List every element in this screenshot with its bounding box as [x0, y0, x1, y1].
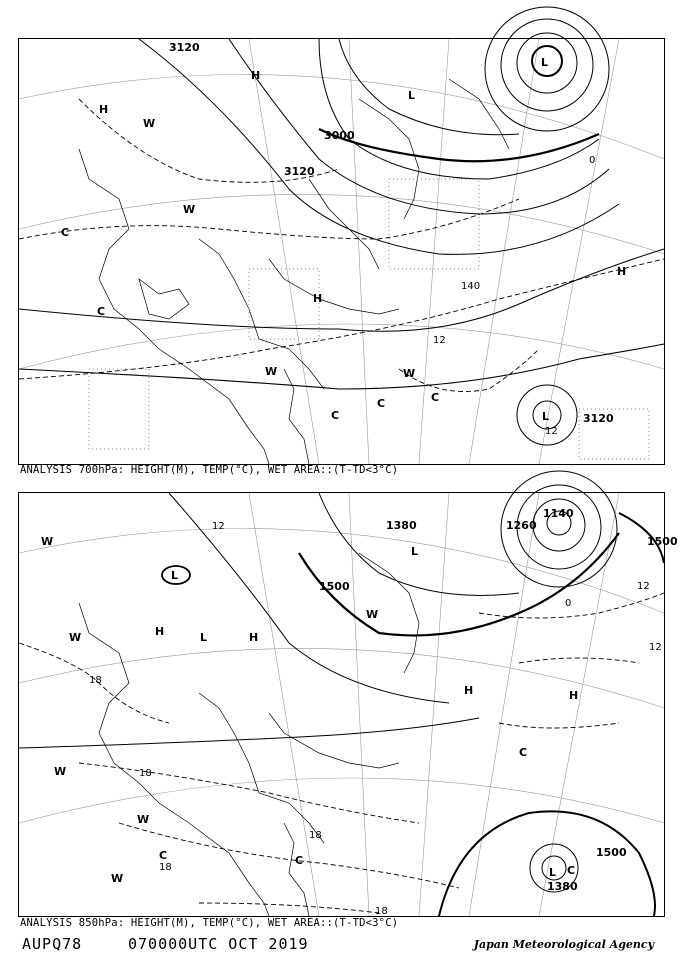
low-center-label: L — [408, 89, 416, 102]
height-label-1380: 1380 — [547, 880, 578, 893]
temp-label-18: 18 — [89, 675, 102, 686]
temp-label-12: 12 — [433, 335, 446, 346]
height-label-3000: 3000 — [324, 129, 355, 142]
warm-center-label: W — [69, 631, 82, 644]
graticule — [19, 493, 664, 916]
height-label: 3120 — [169, 41, 200, 54]
height-contours — [19, 493, 519, 748]
cold-center-label: C — [61, 226, 70, 239]
warm-center-label: W — [137, 813, 150, 826]
low-center-label: L — [411, 545, 419, 558]
cold-center-label: C — [519, 746, 528, 759]
map-700hpa — [18, 38, 665, 465]
cold-center-label: C — [567, 864, 576, 877]
height-label-1140: 1140 — [543, 507, 574, 520]
low-center-label: L — [541, 56, 549, 69]
temp-label-0: 0 — [589, 155, 596, 166]
map-850hpa-canvas — [19, 493, 678, 917]
temp-label-12: 12 — [637, 581, 650, 592]
caption-850hpa: ANALYSIS 850hPa: HEIGHT(M), TEMP(°C), WET AREA::(T-TD<3°C) — [20, 917, 399, 929]
warm-center-label: W — [41, 535, 54, 548]
high-center-label: H — [464, 684, 474, 697]
cold-center-label: C — [431, 391, 440, 404]
warm-center-label: W — [403, 367, 416, 380]
agency-name: Japan Meteorological Agency — [473, 938, 654, 951]
height-label-1500: 1500 — [319, 580, 350, 593]
temp-label-12: 12 — [212, 521, 225, 532]
cold-center-label: C — [159, 849, 168, 862]
cold-center-label: C — [97, 305, 106, 318]
temp-label-18: 18 — [375, 906, 388, 917]
height-label-1500: 1500 — [647, 535, 678, 548]
warm-center-label: W — [111, 872, 124, 885]
high-center-label: H — [249, 631, 259, 644]
height-label-1500: 1500 — [596, 846, 627, 859]
height-label: 3120 — [583, 412, 614, 425]
warm-center-label: W — [183, 203, 196, 216]
low-center-label: L — [171, 569, 179, 582]
high-center-label: H — [155, 625, 165, 638]
product-code: AUPQ78 — [22, 935, 83, 953]
caption-700hpa: ANALYSIS 700hPa: HEIGHT(M), TEMP(°C), WET AREA::(T-TD<3°C) — [20, 464, 399, 476]
temp-contour-12 — [19, 344, 664, 389]
high-center-label: H — [617, 265, 627, 278]
temp-label-18: 18 — [139, 768, 152, 779]
high-center-label: H — [569, 689, 579, 702]
height-contour-3000 — [319, 129, 599, 161]
temp-label-12: 12 — [649, 642, 662, 653]
low-center-label: L — [542, 410, 550, 423]
warm-center-label: W — [265, 365, 278, 378]
graticule — [19, 39, 664, 464]
cold-center-label: C — [331, 409, 340, 422]
temp-label-12: 12 — [545, 426, 558, 437]
warm-center-label: W — [366, 608, 379, 621]
height-label-1380: 1380 — [386, 519, 417, 532]
high-center-label: H — [251, 69, 261, 82]
low-rings — [501, 471, 617, 892]
high-center-label: H — [313, 292, 323, 305]
high-center-label: H — [99, 103, 109, 116]
temp-label-18: 18 — [309, 830, 322, 841]
temperature-contours — [19, 99, 664, 392]
coastline — [79, 79, 509, 464]
height-label: 3120 — [284, 165, 315, 178]
warm-center-label: W — [143, 117, 156, 130]
meridian-label: 140 — [461, 281, 481, 292]
map-700hpa-canvas — [19, 39, 664, 464]
cold-center-label: C — [377, 397, 386, 410]
valid-time: 070000UTC OCT 2019 — [128, 935, 309, 953]
cold-center-label: C — [295, 854, 304, 867]
height-contours — [19, 39, 664, 331]
map-850hpa — [18, 492, 678, 917]
temp-label-0: 0 — [565, 598, 572, 609]
low-center-label: L — [549, 866, 557, 879]
wet-area — [89, 179, 649, 459]
temp-label-18: 18 — [159, 862, 172, 873]
warm-center-label: W — [54, 765, 67, 778]
height-label-1260: 1260 — [506, 519, 537, 532]
low-center-label: L — [200, 631, 208, 644]
